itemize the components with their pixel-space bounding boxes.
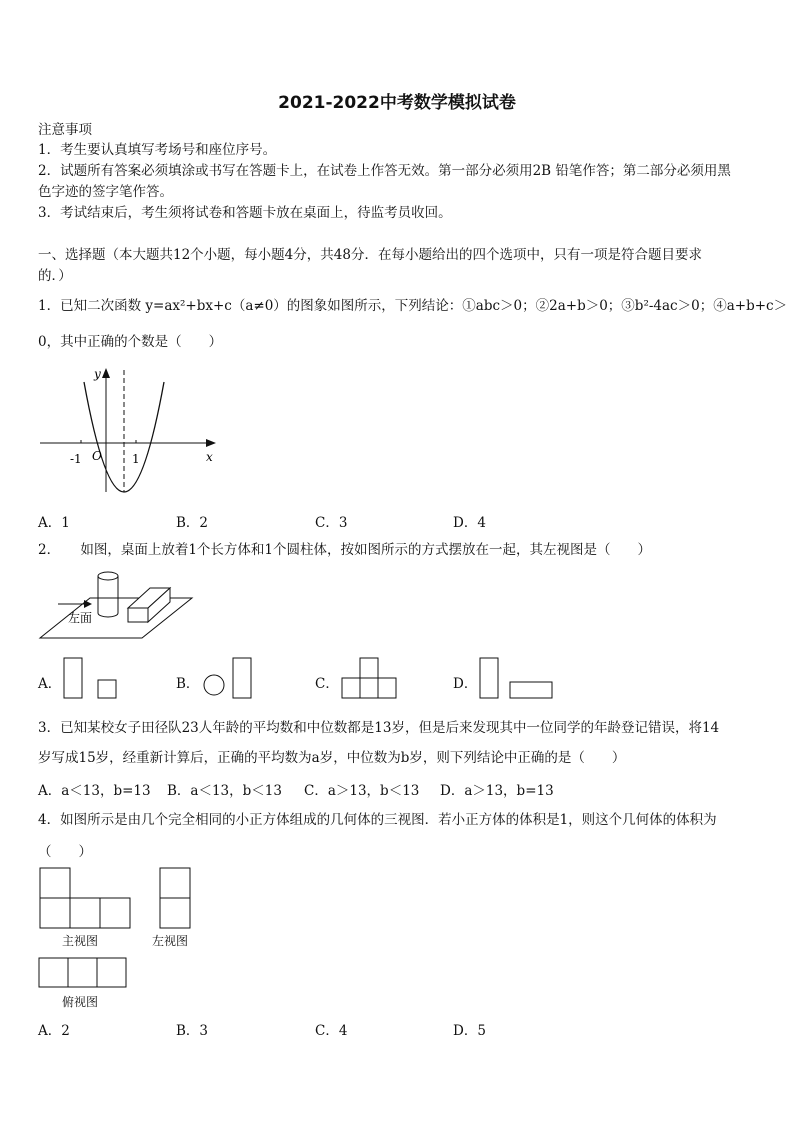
y-axis-arrow-icon <box>102 368 110 378</box>
option-c-right-square <box>378 678 396 698</box>
q1-option-c[interactable]: C．3 <box>315 515 348 531</box>
q3-stem-cont: 岁写成15岁，经重新计算后，正确的平均数为a岁，中位数为b岁，则下列结论中正确的是（ ） <box>38 750 626 766</box>
section-heading-cont: 的．） <box>38 268 72 284</box>
top-view-square-3 <box>97 958 126 987</box>
q1-stem-cont: 0，其中正确的个数是（ ） <box>38 334 223 350</box>
notice-item-3: 3．考试结束后，考生须将试卷和答题卡放在桌面上，待监考员收回。 <box>38 205 452 221</box>
tick-label-one: 1 <box>132 452 140 466</box>
option-a-square <box>98 680 116 698</box>
q2-option-b-figure[interactable] <box>200 656 260 704</box>
option-d-tall-rect <box>480 658 498 698</box>
top-view-square-2 <box>68 958 97 987</box>
q2-option-b-label[interactable]: B． <box>176 676 200 692</box>
q4-top-view <box>37 956 129 990</box>
tick-label-neg-one: -1 <box>70 452 82 466</box>
q1-stem: 1．已知二次函数 y=ax²+bx+c（a≠0）的图象如图所示，下列结论：①abc＞0；②2a+b＞0；③b²-4ac＞0；④a+b+c＞ <box>38 298 788 314</box>
q1-option-b[interactable]: B．2 <box>176 515 209 531</box>
q4-stem: 4．如图所示是由几个完全相同的小正方体组成的几何体的三视图．若小正方体的体积是1，则这个几何体的体积为 <box>38 812 717 828</box>
notice-item-2-cont: 色字迹的签字笔作答。 <box>38 184 173 200</box>
q4-option-b[interactable]: B．3 <box>176 1023 209 1039</box>
top-view-square-1 <box>39 958 68 987</box>
cuboid-front <box>128 608 148 622</box>
front-view-square-2 <box>70 898 100 928</box>
front-view-square-1 <box>40 898 70 928</box>
q2-option-a-label[interactable]: A． <box>38 676 62 692</box>
option-a-tall-rect <box>64 658 82 698</box>
front-view-square-3 <box>100 898 130 928</box>
q1-option-d[interactable]: D．4 <box>453 515 486 531</box>
q4-option-d[interactable]: D．5 <box>453 1023 486 1039</box>
origin-label: O <box>92 449 102 463</box>
q2-option-a-figure[interactable] <box>62 656 122 704</box>
q4-option-c[interactable]: C．4 <box>315 1023 348 1039</box>
q4-front-view-caption: 主视图 <box>62 934 99 948</box>
arrow-head-icon <box>84 600 92 608</box>
q2-option-d-label[interactable]: D． <box>453 676 478 692</box>
q3-option-c[interactable]: C．a＞13，b＜13 <box>304 783 420 799</box>
section-heading: 一、选择题（本大题共12个小题，每小题4分，共48分．在每小题给出的四个选项中，只有一项是符合题目要求 <box>38 247 702 263</box>
left-face-label: 左面 <box>68 611 93 625</box>
option-d-wide-rect <box>510 682 552 698</box>
q3-option-d[interactable]: D．a＞13，b=13 <box>440 783 554 799</box>
q4-left-view <box>158 866 194 930</box>
q2-desk-figure <box>36 568 196 644</box>
q1-option-a[interactable]: A．1 <box>38 515 70 531</box>
option-c-top-square <box>360 658 378 678</box>
option-c-middle-square <box>360 678 378 698</box>
q3-stem: 3．已知某校女子田径队23人年龄的平均数和中位数都是13岁，但是后来发现其中一位同学的年龄登记错误，将14 <box>38 720 720 736</box>
x-axis-label: x <box>206 450 213 464</box>
cylinder-bottom <box>98 613 118 617</box>
q2-option-c-figure[interactable] <box>338 656 402 704</box>
q2-option-c-label[interactable]: C． <box>315 676 339 692</box>
q1-parabola-graph <box>36 362 221 497</box>
q4-option-a[interactable]: A．2 <box>38 1023 70 1039</box>
q4-stem-cont: （ ） <box>38 844 92 860</box>
option-b-circle <box>204 675 224 695</box>
q2-option-d-figure[interactable] <box>476 656 560 704</box>
q4-left-view-caption: 左视图 <box>152 934 189 948</box>
cylinder-top <box>98 572 118 580</box>
y-axis-label: y <box>94 367 101 381</box>
notice-heading: 注意事项 <box>38 122 92 138</box>
q2-stem: 2． 如图，桌面上放着1个长方体和1个圆柱体，按如图所示的方式摆放在一起，其左视图是（ ） <box>38 542 652 558</box>
q4-front-view <box>38 866 133 930</box>
left-view-bottom-square <box>160 898 190 928</box>
option-b-tall-rect <box>233 658 251 698</box>
q3-option-a[interactable]: A．a＜13，b=13 <box>38 783 151 799</box>
front-view-top-square <box>40 868 70 898</box>
notice-item-2: 2．试题所有答案必须填涂或书写在答题卡上，在试卷上作答无效。第一部分必须用2B 铅笔作答；第二部分必须用黑 <box>38 163 731 179</box>
x-axis-arrow-icon <box>206 439 216 447</box>
page-title: 2021-2022中考数学模拟试卷 <box>278 93 516 113</box>
option-c-left-square <box>342 678 360 698</box>
q4-top-view-caption: 俯视图 <box>62 995 99 1009</box>
q3-option-b[interactable]: B．a＜13，b＜13 <box>167 783 282 799</box>
notice-item-1: 1．考生要认真填写考场号和座位序号。 <box>38 142 277 158</box>
left-view-top-square <box>160 868 190 898</box>
